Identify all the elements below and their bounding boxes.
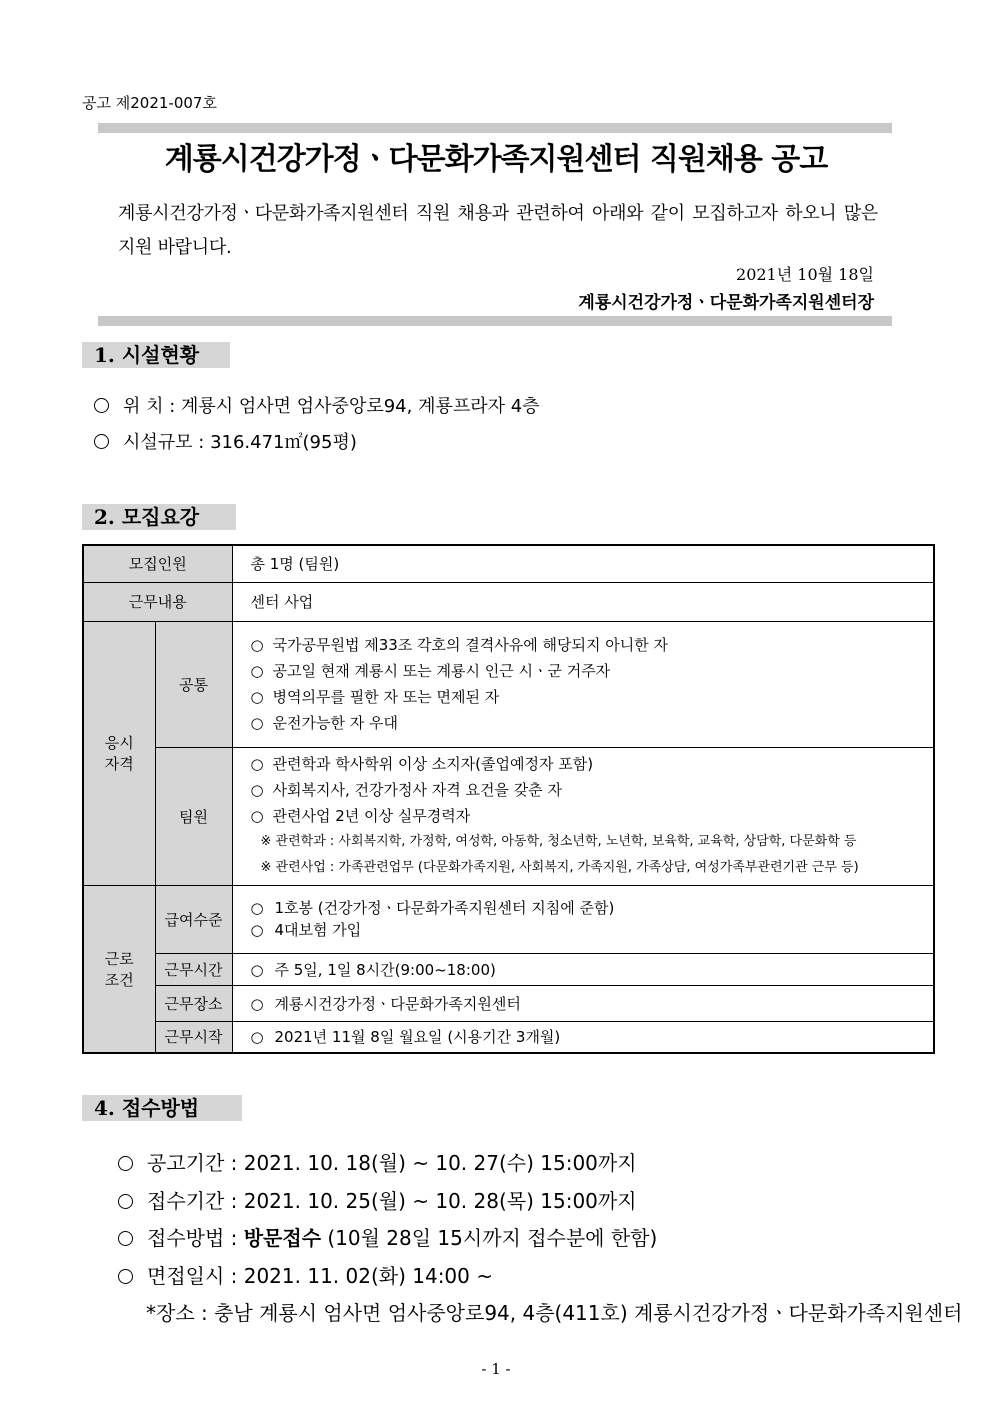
member-qualifications: [232, 747, 934, 885]
issuer: 계룡시건강가정ㆍ다문화가족지원센터장: [578, 293, 874, 313]
place-value: ○ 계룡시건강가정ㆍ다문화가족지원센터: [232, 985, 934, 1021]
hours-value: ○ 주 5일, 1일 8시간(9:00~18:00): [232, 953, 934, 985]
table-row: [83, 747, 934, 885]
related-work-note: ※ 관련사업 : 가족관련업무 (다문화가족지원, 사회복지, 가족지원, 가족상담, 여성가족부관련기관 근무 등): [260, 860, 859, 875]
member-label: 팀원: [155, 747, 232, 885]
conditions-label: 근로 조건: [83, 885, 155, 1053]
recruitment-table: [82, 544, 935, 1054]
section-1-heading: 1. 시설현황: [82, 342, 230, 368]
related-major-note: ※ 관련학과 : 사회복지학, 가정학, 여성학, 아동학, 청소년학, 노년학, 보육학, 교육학, 상담학, 다문화학 등: [260, 834, 857, 849]
table-row: [83, 985, 934, 1021]
list-item: ○ 4대보험 가입: [250, 921, 362, 939]
facility-location: 위 치 : 계룡시 엄사면 엄사중앙로94, 계룡프라자 4층: [94, 392, 540, 418]
list-item: ○ 1호봉 (건강가정ㆍ다문화가족지원센터 지침에 준함): [250, 899, 615, 917]
page-number: - 1 -: [481, 1360, 511, 1378]
list-item: ○ 운전가능한 자 우대: [250, 714, 398, 732]
notice-date: 2021년 10월 18일: [736, 265, 874, 284]
table-row: [83, 545, 934, 582]
circle-bullet-icon: [118, 1231, 133, 1246]
title-top-bar: [98, 123, 892, 133]
interview-date: 면접일시 : 2021. 11. 02(화) 14:00 ~: [118, 1260, 493, 1289]
list-item: ○ 병역의무를 필한 자 또는 면제된 자: [250, 688, 500, 706]
work-value: 센터 사업: [232, 582, 934, 621]
circle-bullet-icon: [118, 1194, 133, 1209]
circle-bullet-icon: [94, 434, 109, 449]
header-bottom-bar: [98, 316, 892, 326]
interview-place: *장소 : 충남 계룡시 엄사면 엄사중앙로94, 4층(411호) 계룡시건강가정ㆍ다문화가족지원센터: [146, 1301, 963, 1325]
notice-number: 공고 제2021-007호: [82, 94, 217, 112]
table-row: [83, 621, 934, 747]
salary-value: [232, 885, 934, 953]
table-row: [83, 885, 934, 953]
list-item: ○ 국가공무원법 제33조 각호의 결격사유에 해당되지 아니한 자: [250, 636, 668, 654]
intro-text: 계룡시건강가정ㆍ다문화가족지원센터 직원 채용과 관련하여 아래와 같이 모집하고자 하오니 많은 지원 바랍니다.: [118, 203, 878, 258]
list-item: ○ 관련사업 2년 이상 실무경력자: [250, 807, 471, 825]
start-label: 근무시작: [155, 1021, 232, 1053]
place-label: 근무장소: [155, 985, 232, 1021]
work-label: 근무내용: [83, 582, 232, 621]
recruit-value: 총 1명 (팀원): [232, 545, 934, 582]
table-row: [83, 953, 934, 985]
table-row: [83, 1021, 934, 1053]
table-row: [83, 582, 934, 621]
application-method: 접수방법 : 방문접수 (10월 28일 15시까지 접수분에 한함): [118, 1222, 657, 1251]
circle-bullet-icon: [94, 398, 109, 413]
common-label: 공통: [155, 621, 232, 747]
recruit-label: 모집인원: [83, 545, 232, 582]
facility-size: 시설규모 : 316.471㎡(95평): [94, 428, 357, 454]
list-item: ○ 관련학과 학사학위 이상 소지자(졸업예정자 포함): [250, 755, 594, 773]
circle-bullet-icon: [118, 1156, 133, 1171]
qualification-label: 응시 자격: [83, 621, 155, 885]
common-qualifications: [232, 621, 934, 747]
section-2-heading: 2. 모집요강: [82, 504, 236, 530]
page-title: 계룡시건강가정ㆍ다문화가족지원센터 직원채용 공고: [164, 142, 828, 177]
hours-label: 근무시간: [155, 953, 232, 985]
section-4-heading: 4. 접수방법: [82, 1095, 242, 1121]
application-period: 접수기간 : 2021. 10. 25(월) ~ 10. 28(목) 15:00까지: [118, 1185, 637, 1214]
list-item: ○ 사회복지사, 건강가정사 자격 요건을 갖춘 자: [250, 781, 562, 799]
list-item: ○ 공고일 현재 계룡시 또는 계룡시 인근 시ㆍ군 거주자: [250, 662, 611, 680]
circle-bullet-icon: [118, 1269, 133, 1284]
start-value: ○ 2021년 11월 8일 월요일 (시용기간 3개월): [232, 1021, 934, 1053]
notice-period: 공고기간 : 2021. 10. 18(월) ~ 10. 27(수) 15:00까지: [118, 1147, 637, 1176]
salary-label: 급여수준: [155, 885, 232, 953]
